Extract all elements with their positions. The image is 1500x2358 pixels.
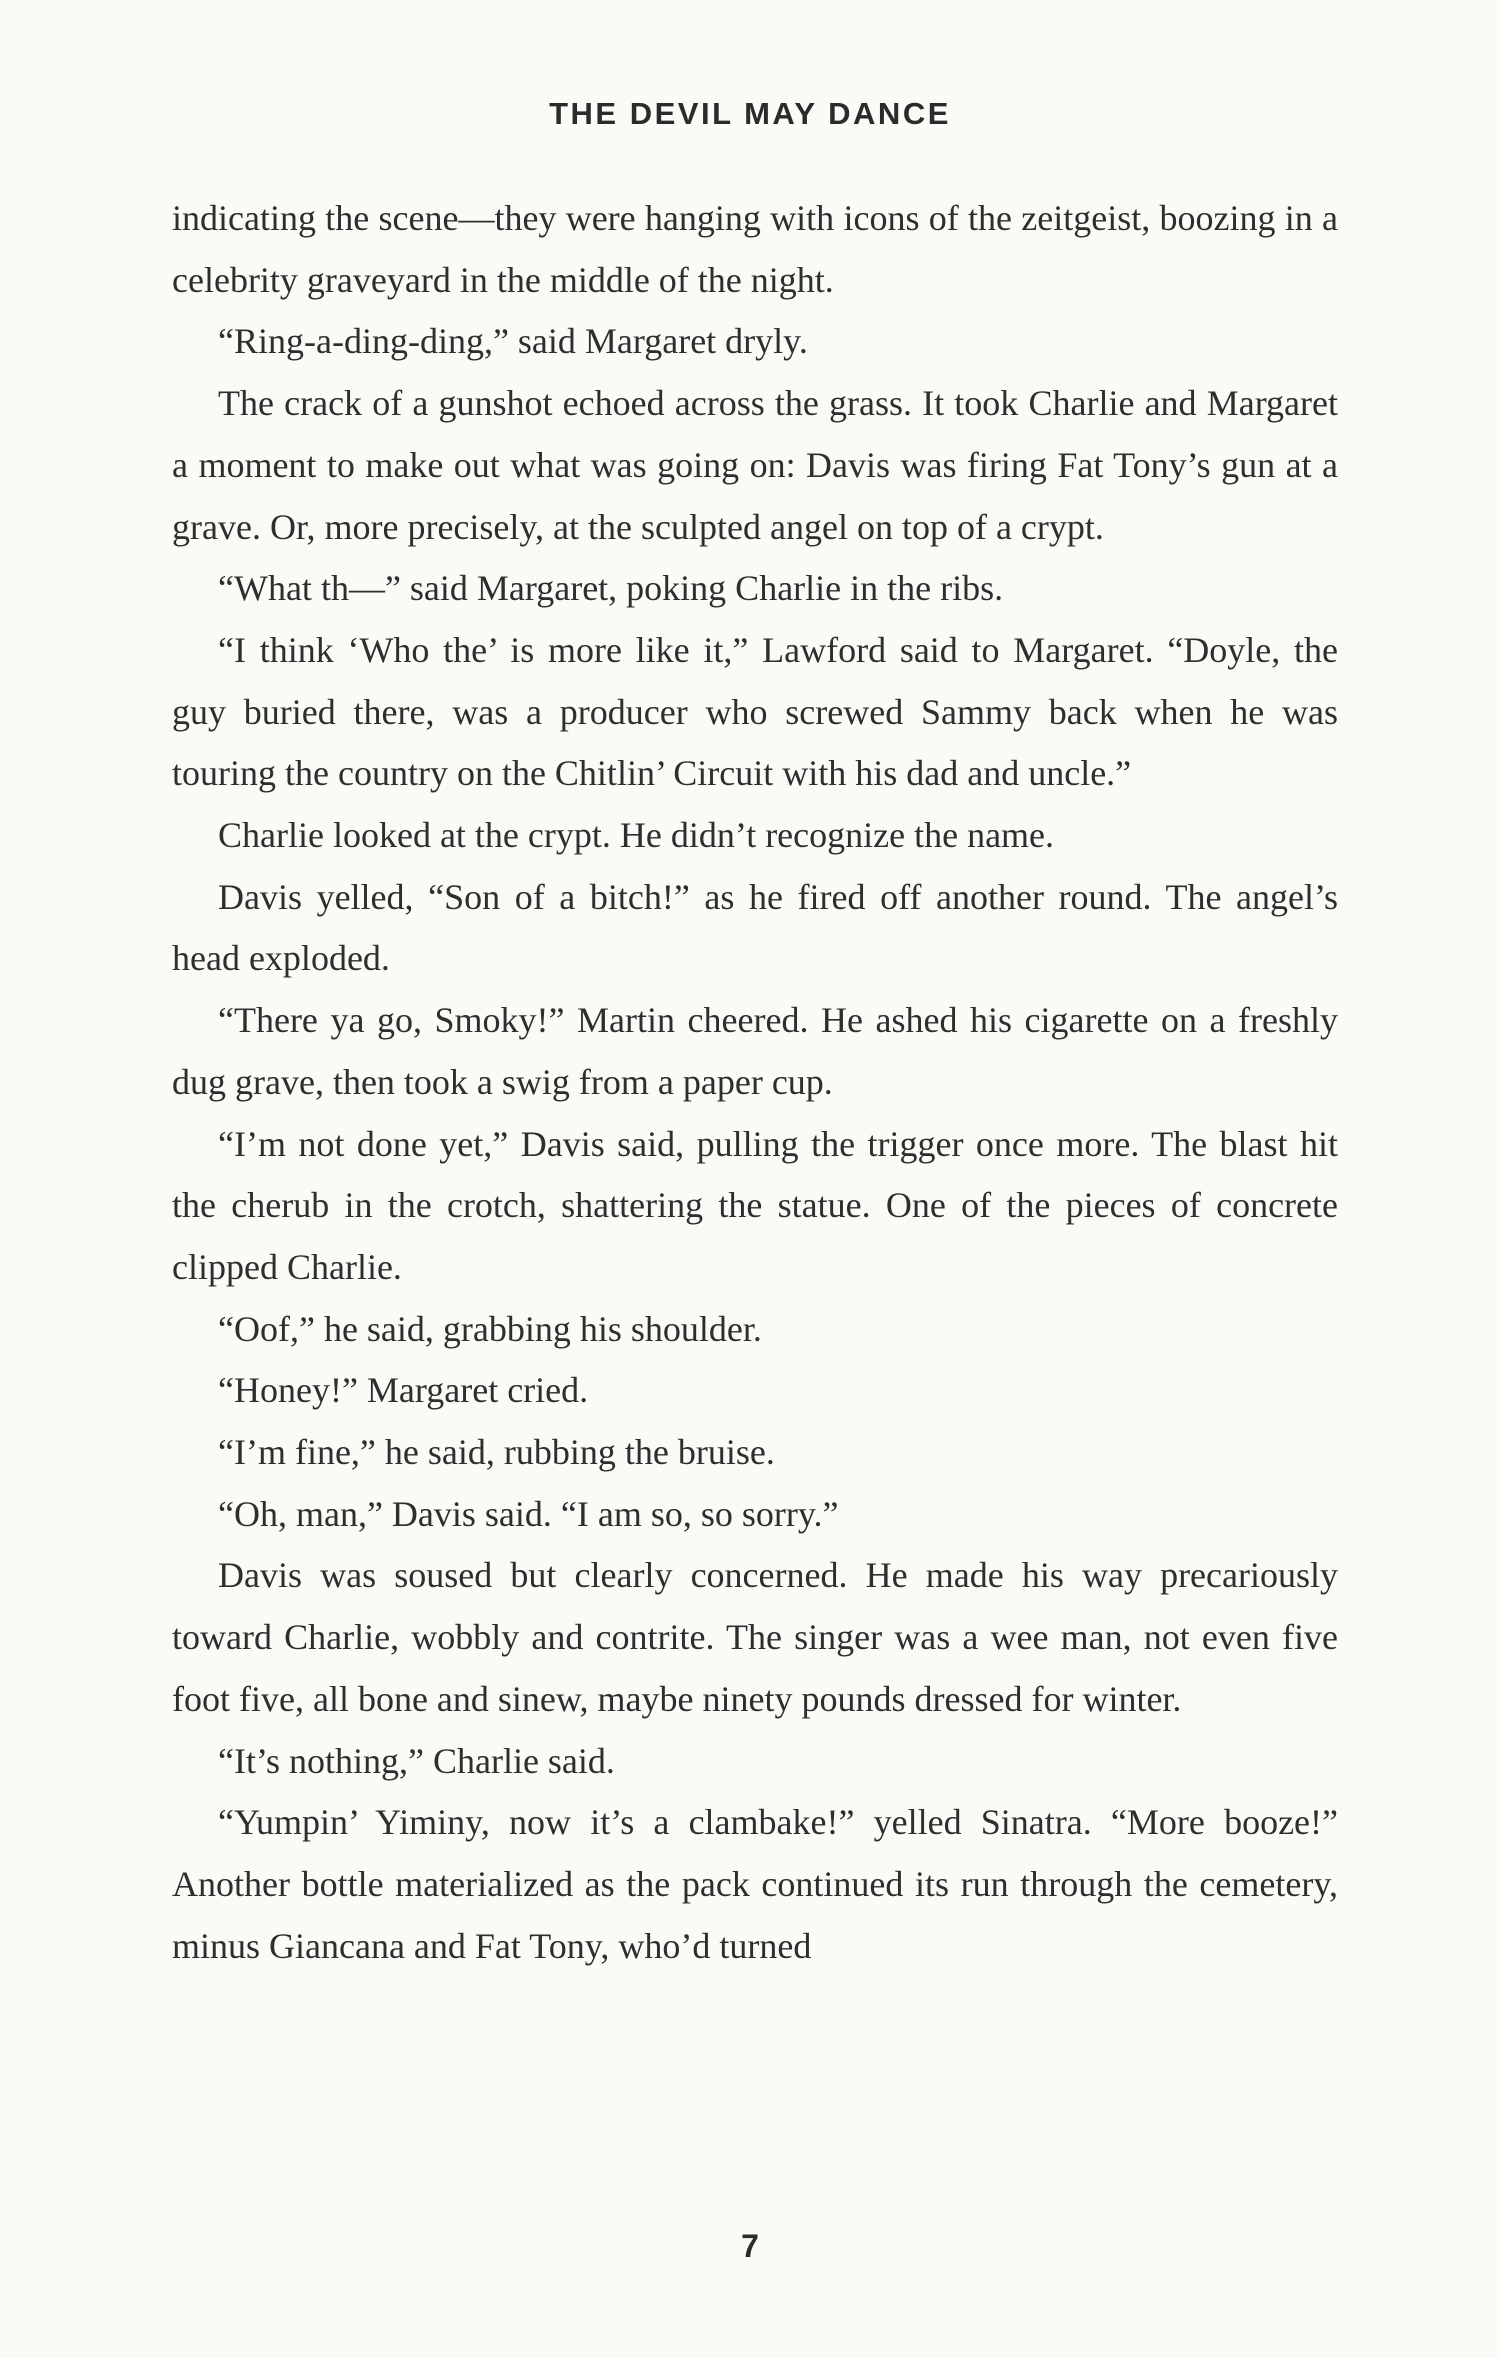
paragraph-1: indicating the scene—they were hanging with icons of the zeitgeist, boozing in a celebrity graveyard in the middle of the night.: [172, 198, 1338, 300]
paragraph-11: “Honey!” Margaret cried.: [218, 1370, 589, 1411]
paragraph-8: “There ya go, Smoky!” Martin cheered. He ashed his cigarette on a freshly dug grave, then took a swig from a paper cup.: [172, 1000, 1338, 1102]
paragraph-5: “I think ‘Who the’ is more like it,” Lawford said to Margaret. “Doyle, the guy buried there, was a producer who screwed Sammy back when he was touring the country on the Chitlin’ Circuit with his dad and uncle.”: [172, 629, 1338, 794]
page-number: 7: [741, 2228, 759, 2264]
paragraph-14: Davis was soused but clearly concerned. He made his way precariously toward Charlie, wobbly and contrite. The singer was a wee man, not even five foot five, all bone and sinew, maybe ninety pounds dressed for winter.: [172, 1555, 1338, 1719]
paragraph-13: “Oh, man,” Davis said. “I am so, so sorry.”: [218, 1493, 839, 1534]
paragraph-12: “I’m fine,” he said, rubbing the bruise.: [218, 1432, 775, 1473]
paragraph-15: “It’s nothing,” Charlie said.: [218, 1740, 615, 1781]
paragraph-9: “I’m not done yet,” Davis said, pulling the trigger once more. The blast hit the cherub in the crotch, shattering the statue. One of the pieces of concrete clipped Charlie.: [172, 1123, 1338, 1287]
paragraph-2: “Ring-a-ding-ding,” said Margaret dryly.: [218, 321, 808, 362]
paragraph-6: Charlie looked at the crypt. He didn’t recognize the name.: [218, 815, 1055, 856]
paragraph-10: “Oof,” he said, grabbing his shoulder.: [218, 1308, 762, 1349]
paragraph-3: The crack of a gunshot echoed across the grass. It took Charlie and Margaret a moment to make out what was going on: Davis was firing Fat Tony’s gun at a grave. Or, more precisely, at the sculpted angel on top of a crypt.: [172, 383, 1338, 547]
running-head: THE DEVIL MAY DANCE: [549, 96, 951, 131]
paragraph-7: Davis yelled, “Son of a bitch!” as he fired off another round. The angel’s head exploded.: [172, 876, 1338, 979]
paragraph-4: “What th—” said Margaret, poking Charlie in the ribs.: [218, 568, 1004, 609]
body-text: [172, 188, 1338, 1977]
paragraph-16: “Yumpin’ Yiminy, now it’s a clambake!” yelled Sinatra. “More booze!” Another bottle materialized as the pack continued its run through the cemetery, minus Giancana and Fat Tony, who’d turned: [172, 1802, 1338, 1966]
